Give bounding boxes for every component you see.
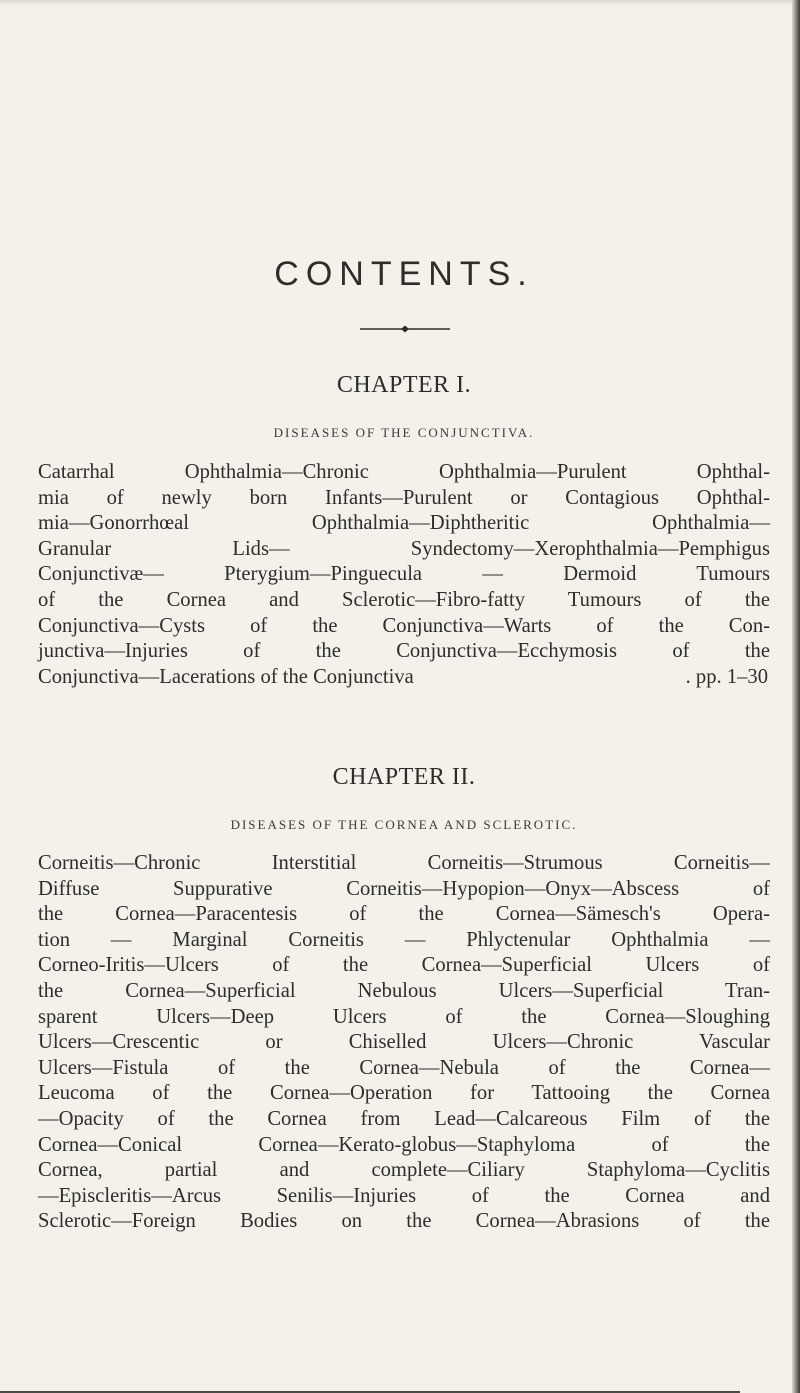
contents-line: Conjunctiva—Cysts of the Conjunctiva—Warts of the Con-	[38, 614, 770, 637]
chapter-subheading: DISEASES OF THE CONJUNCTIVA.	[273, 425, 535, 440]
contents-line	[38, 665, 770, 691]
contents-line: mia—Gonorrhœal Ophthalmia—Diphtheritic Ophthalmia—	[38, 512, 770, 535]
contents-line: Cornea, partial and complete—Ciliary Staphyloma—Cyclitis	[38, 1159, 770, 1182]
chapter-subheading: DISEASES OF THE CORNEA AND SCLEROTIC.	[230, 817, 578, 832]
contents-line-text: Conjunctiva—Lacerations of the Conjunctiva	[38, 665, 414, 688]
contents-line: of the Cornea and Sclerotic—Fibro-fatty Tumours of the	[38, 588, 770, 611]
contents-line: —Episcleritis—Arcus Senilis—Injuries of the Cornea and	[38, 1184, 770, 1207]
contents-line: Conjunctivæ— Pterygium—Pinguecula — Dermoid Tumours	[38, 563, 770, 586]
contents-line: Leucoma of the Cornea—Operation for Tattooing the Cornea	[38, 1082, 770, 1105]
page-title: CONTENTS.	[274, 255, 534, 293]
chapter-contents	[38, 460, 770, 690]
contents-line: the Cornea—Superficial Nebulous Ulcers—Superficial Tran-	[38, 979, 770, 1002]
contents-line: Corneo-Iritis—Ulcers of the Cornea—Superficial Ulcers of	[38, 954, 770, 977]
page-binding-edge	[792, 0, 800, 1393]
contents-line: Granular Lids— Syndectomy—Xerophthalmia—Pemphigus	[38, 537, 770, 560]
contents-line: Ulcers—Crescentic or Chiselled Ulcers—Chronic Vascular	[38, 1031, 770, 1054]
contents-line: Sclerotic—Foreign Bodies on the Cornea—Abrasions of the	[38, 1210, 770, 1233]
contents-line: Ulcers—Fistula of the Cornea—Nebula of the Cornea—	[38, 1056, 770, 1079]
contents-line: —Opacity of the Cornea from Lead—Calcareous Film of the	[38, 1107, 770, 1130]
page-range: . pp. 1–30	[685, 665, 768, 688]
contents-line: tion — Marginal Corneitis — Phlyctenular Ophthalmia —	[38, 928, 770, 951]
chapter-heading: CHAPTER II.	[332, 764, 476, 790]
contents-line: sparent Ulcers—Deep Ulcers of the Cornea—Sloughing	[38, 1005, 770, 1028]
contents-line: the Cornea—Paracentesis of the Cornea—Sämesch's Opera-	[38, 903, 770, 926]
ornamental-divider	[360, 325, 450, 333]
chapter-heading: CHAPTER I.	[336, 372, 472, 398]
contents-line: Diffuse Suppurative Corneitis—Hypopion—Onyx—Abscess of	[38, 877, 770, 900]
chapter-contents	[38, 851, 770, 1235]
contents-line: Cornea—Conical Cornea—Kerato-globus—Staphyloma of the	[38, 1133, 770, 1156]
contents-line: junctiva—Injuries of the Conjunctiva—Ecchymosis of the	[38, 640, 770, 663]
contents-line: Corneitis—Chronic Interstitial Corneitis—Strumous Corneitis—	[38, 852, 770, 874]
contents-line: Catarrhal Ophthalmia—Chronic Ophthalmia—Purulent Ophthal-	[38, 461, 770, 483]
page-top-edge	[0, 0, 800, 6]
contents-line: mia of newly born Infants—Purulent or Contagious Ophthal-	[38, 486, 770, 509]
diamond-rule-icon	[360, 325, 450, 333]
